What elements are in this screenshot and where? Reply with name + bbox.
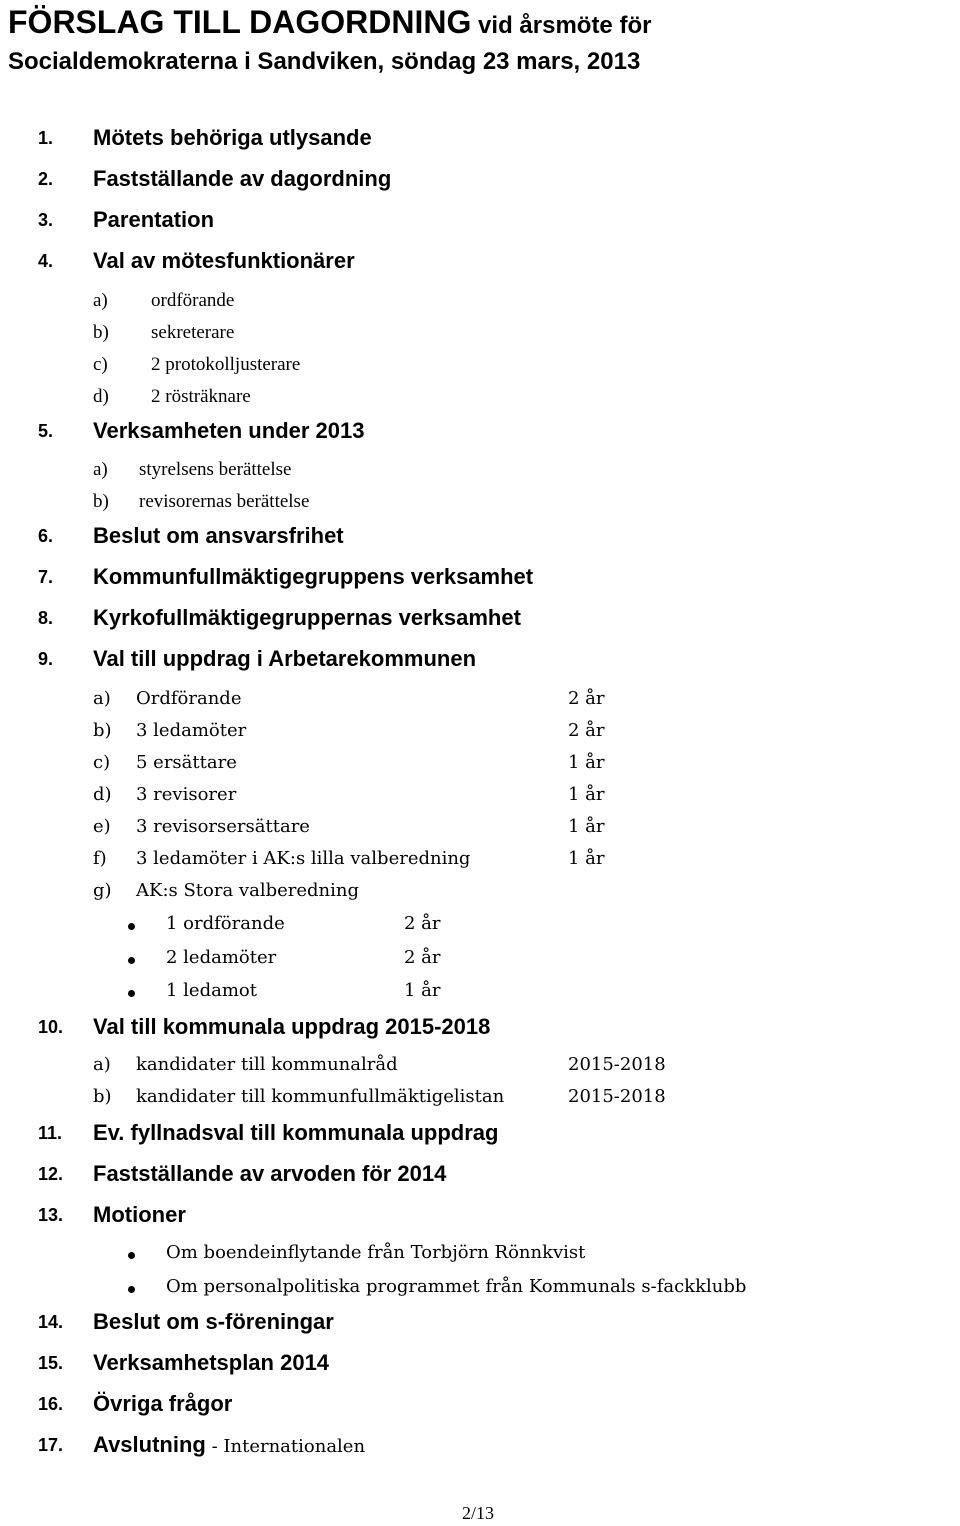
sub-item-text: 5 ersättare xyxy=(136,752,237,773)
agenda-item: Verksamhetsplan 2014 xyxy=(93,1350,330,1375)
item-number: 2. xyxy=(38,169,54,189)
sub-item-text: kandidater till kommunalråd xyxy=(136,1054,398,1075)
sub-item-text: AK:s Stora valberedning xyxy=(136,880,360,901)
agenda-item: Ev. fyllnadsval till kommunala uppdrag xyxy=(93,1120,499,1145)
item-number: 14. xyxy=(38,1312,64,1332)
sub-item-text: 3 ledamöter i AK:s lilla valberedning xyxy=(136,848,471,869)
sub-item-term: 2 år xyxy=(568,688,605,709)
sub-item-letter: e) xyxy=(93,816,111,837)
sub-item-text: Ordförande xyxy=(136,688,242,709)
bullet-icon xyxy=(128,1252,135,1259)
item-number: 7. xyxy=(38,567,54,587)
sub-item-text: sekreterare xyxy=(151,322,235,343)
bullet-text: 2 ledamöter xyxy=(166,947,277,968)
bullet-icon xyxy=(128,923,135,930)
bullet-term: 2 år xyxy=(404,913,441,934)
item-number: 11. xyxy=(38,1123,63,1143)
sub-item-text: revisorernas berättelse xyxy=(139,491,310,512)
agenda-item: Fastställande av dagordning xyxy=(93,166,392,191)
item-number: 4. xyxy=(38,251,54,271)
agenda-item: Val till kommunala uppdrag 2015-2018 xyxy=(93,1014,491,1039)
sub-item-letter: a) xyxy=(93,290,108,311)
sub-item-term: 1 år xyxy=(568,816,605,837)
agenda-item xyxy=(93,1432,365,1458)
sub-item-text: 3 revisorer xyxy=(136,784,237,805)
item-number: 10. xyxy=(38,1017,64,1037)
agenda-item: Fastställande av arvoden för 2014 xyxy=(93,1161,447,1186)
sub-item-term: 2 år xyxy=(568,720,605,741)
bullet-icon xyxy=(128,957,135,964)
agenda-item: Parentation xyxy=(93,207,215,232)
item-number: 17. xyxy=(38,1435,64,1455)
item-number: 5. xyxy=(38,421,54,441)
bullet-text: Om boendeinflytande från Torbjörn Rönnkvist xyxy=(166,1242,586,1263)
agenda-item-suffix: - Internationalen xyxy=(205,1436,366,1457)
bullet-icon xyxy=(128,990,135,997)
item-number: 8. xyxy=(38,608,54,628)
bullet-icon xyxy=(128,1286,135,1293)
bullet-term: 1 år xyxy=(404,980,441,1001)
sub-item-letter: f) xyxy=(93,848,107,869)
sub-item-term: 1 år xyxy=(568,752,605,773)
agenda-item: Kommunfullmäktigegruppens verksamhet xyxy=(93,564,534,589)
sub-item-letter: a) xyxy=(93,688,111,709)
item-number: 1. xyxy=(38,128,54,148)
agenda-item: Beslut om s-föreningar xyxy=(93,1309,334,1334)
bullet-text: 1 ledamot xyxy=(166,980,257,1001)
item-number: 12. xyxy=(38,1164,64,1184)
document-subtitle: Socialdemokraterna i Sandviken, söndag 23 mars, 2013 xyxy=(8,48,641,75)
agenda-item: Övriga frågor xyxy=(93,1391,233,1416)
item-number: 9. xyxy=(38,649,54,669)
sub-item-letter: b) xyxy=(93,1086,112,1107)
agenda-item: Verksamheten under 2013 xyxy=(93,418,365,443)
bullet-text: Om personalpolitiska programmet från Kommunals s-fackklubb xyxy=(166,1276,747,1297)
sub-item-text: 2 rösträknare xyxy=(151,386,251,407)
sub-item-letter: b) xyxy=(93,322,109,343)
item-number: 16. xyxy=(38,1394,64,1414)
agenda-item: Motioner xyxy=(93,1202,186,1227)
sub-item-letter: a) xyxy=(93,459,108,480)
sub-item-letter: g) xyxy=(93,880,112,901)
agenda-item: Mötets behöriga utlysande xyxy=(93,125,372,150)
sub-item-letter: c) xyxy=(93,354,108,375)
sub-item-term: 2015-2018 xyxy=(568,1086,666,1107)
sub-item-text: 2 protokolljusterare xyxy=(151,354,301,375)
item-number: 13. xyxy=(38,1205,64,1225)
sub-item-letter: c) xyxy=(93,752,111,773)
bullet-term: 2 år xyxy=(404,947,441,968)
agenda-item: Kyrkofullmäktigegruppernas verksamhet xyxy=(93,605,521,630)
sub-item-text: 3 revisorsersättare xyxy=(136,816,310,837)
agenda-item: Val av mötesfunktionärer xyxy=(93,248,355,273)
sub-item-text: 3 ledamöter xyxy=(136,720,247,741)
sub-item-letter: d) xyxy=(93,784,112,805)
agenda-item: Val till uppdrag i Arbetarekommunen xyxy=(93,646,477,671)
sub-item-term: 1 år xyxy=(568,848,605,869)
title-main: FÖRSLAG TILL DAGORDNING xyxy=(8,4,472,40)
item-number: 6. xyxy=(38,526,54,546)
page-number: 2/13 xyxy=(462,1503,495,1523)
sub-item-text: kandidater till kommunfullmäktigelistan xyxy=(136,1086,505,1107)
sub-item-term: 2015-2018 xyxy=(568,1054,666,1075)
sub-item-text: styrelsens berättelse xyxy=(139,459,292,480)
sub-item-text: ordförande xyxy=(151,290,235,311)
agenda-item-text: Avslutning xyxy=(93,1432,206,1457)
item-number: 3. xyxy=(38,210,54,230)
sub-item-letter: b) xyxy=(93,491,109,512)
sub-item-letter: b) xyxy=(93,720,112,741)
item-number: 15. xyxy=(38,1353,64,1373)
document-title xyxy=(8,4,651,41)
agenda-item: Beslut om ansvarsfrihet xyxy=(93,523,344,548)
title-rest: vid årsmöte för xyxy=(471,12,652,39)
sub-item-letter: a) xyxy=(93,1054,111,1075)
bullet-text: 1 ordförande xyxy=(166,913,285,934)
sub-item-letter: d) xyxy=(93,386,109,407)
sub-item-term: 1 år xyxy=(568,784,605,805)
